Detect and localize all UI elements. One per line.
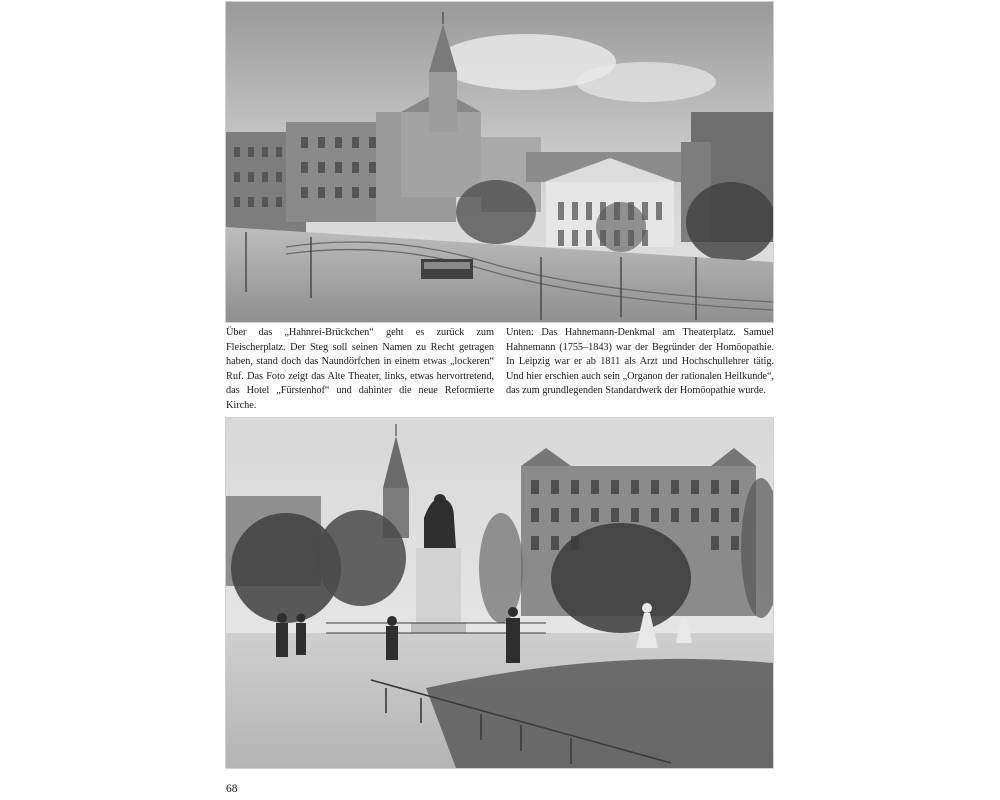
photo-street-square-graphic [226,2,773,322]
page-number: 68 [226,783,238,795]
photo-street-square-old-theatre [226,2,773,322]
caption-left: Über das „Hahnrei-Brückchen“ geht es zurück zum Fleischerplatz. Der Steg soll seinen Namen zu Recht getragen haben, stand doch das Naundörfchen in einem etwas „lockeren“ Ruf. Das Foto zeigt das Alte Theater, links, etwas hervortretend, das Hotel „Fürstenhof“ und dahinter die neue Reformierte Kirche. [226,327,494,411]
caption-right: Unten: Das Hahnemann-Denkmal am Theaterplatz. Samuel Hahnemann (1755–1843) war der Begründer der Homöopathie. In Leipzig war er ab 1811 als Arzt und Hochschullehrer tätig. Und hier erschien auch sein „Organon der rationalen Heilkunde“, das zum grundlegenden Standardwerk der Homöopathie wurde. [506,327,774,397]
photo-hahnemann-monument [226,418,773,768]
photo-hahnemann-monument-graphic [226,418,773,768]
